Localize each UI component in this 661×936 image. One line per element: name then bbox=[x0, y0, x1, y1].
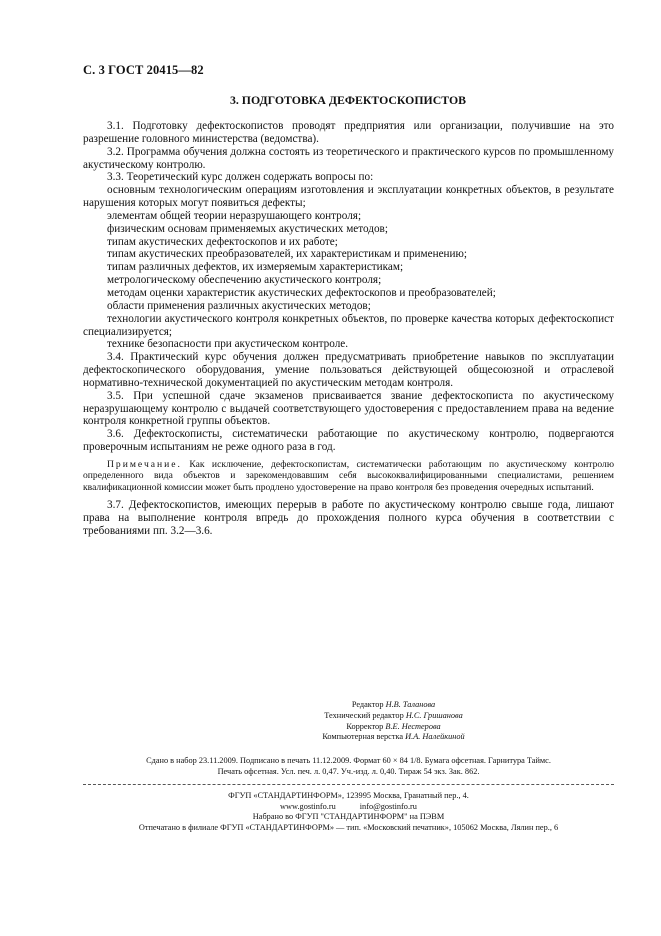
paragraph-3-1: 3.1. Подготовку дефектоскопистов проводят предприятия или организации, получившие на это разрешение головного министерства (ведомства). bbox=[83, 120, 614, 145]
document-body bbox=[83, 120, 614, 538]
list-item: метрологическому обеспечению акустического контроля; bbox=[107, 274, 382, 287]
printed-line: Отпечатано в филиале ФГУП «СТАНДАРТИНФОРМ» — тип. «Московский печатник», 105062 Москва, Лялин пер., 6 bbox=[138, 823, 559, 833]
paragraph-3-2: 3.2. Программа обучения должна состоять из теоретического и практического курсов по промышленному акустическому контролю. bbox=[83, 145, 614, 171]
tech-editor-label: Технический редактор bbox=[324, 710, 404, 720]
note bbox=[83, 459, 614, 494]
page-header: С. 3 ГОСТ 20415—82 bbox=[83, 63, 204, 77]
list-item: методам оценки характеристик акустических дефектоскопов и преобразователей; bbox=[107, 286, 496, 299]
note-label: Примечание. bbox=[107, 458, 182, 470]
editor-line bbox=[173, 700, 614, 711]
list-item: технике безопасности при акустическом контроле. bbox=[107, 338, 349, 351]
publisher-block bbox=[83, 791, 614, 834]
list-item: типам акустических дефектоскопов и их работе; bbox=[107, 235, 338, 248]
list-item: области применения различных акустических методов; bbox=[107, 299, 371, 312]
email-link[interactable]: info@gostinfo.ru bbox=[359, 801, 417, 811]
layout-line bbox=[173, 732, 614, 743]
list-item: типам акустических преобразователей, их характеристикам и применению; bbox=[107, 248, 467, 261]
paragraph-3-5: 3.5. При успешной сдаче экзаменов присваивается звание дефектоскописта по акустическому неразрушающему контролю с выдачей соответствующего удостоверения с предоставлением права на ведение контроля конкретной группы объектов. bbox=[83, 389, 614, 428]
typeset-line: Набрано во ФГУП "СТАНДАРТИНФОРМ" на ПЭВМ bbox=[252, 812, 445, 822]
editor-label: Редактор bbox=[351, 700, 384, 709]
print-line-1: Сдано в набор 23.11.2009. Подписано в печать 11.12.2009. Формат 60 × 84 1/8. Бумага офсетная. Гарнитура Таймс. bbox=[146, 756, 551, 766]
paragraph-3-6: 3.6. Дефектоскописты, систематически работающие по акустическому контролю, подвергаются проверочным испытаниям не реже одного раза в год. bbox=[83, 428, 614, 454]
paragraph-3-3: 3.3. Теоретический курс должен содержать вопросы по: bbox=[107, 171, 374, 184]
imprint bbox=[83, 700, 614, 834]
print-info bbox=[83, 756, 614, 778]
paragraph-3-7: 3.7. Дефектоскопистов, имеющих перерыв в работе по акустическому контролю свыше года, лишают права на выполнение контроля впредь до прохождения полного курса обучения в соответствии с требованиями пп. 3.2—3.6. bbox=[83, 499, 614, 538]
list-item: основным технологическим операциям изготовления и эксплуатации конкретных объектов, в результате нарушения которых могут появиться дефекты; bbox=[83, 184, 614, 210]
list-item: элементам общей теории неразрушающего контроля; bbox=[107, 209, 362, 222]
contact-line bbox=[83, 802, 614, 813]
tech-editor-line bbox=[173, 711, 614, 722]
website-link[interactable]: www.gostinfo.ru bbox=[280, 801, 336, 811]
section-title: 3. ПОДГОТОВКА ДЕФЕКТОСКОПИСТОВ bbox=[229, 93, 466, 107]
note-text: Как исключение, дефектоскопистам, систематически работающим по акустическому контролю определенного вида объектов и зарекомендовавшим себя высококвалифицированными специалистами, решением квалификационной комиссии может быть продлено удостоверение на право контроля без проведения очередных испытаний. bbox=[83, 458, 614, 493]
divider bbox=[83, 784, 614, 785]
paragraph-3-4: 3.4. Практический курс обучения должен предусматривать приобретение навыков по эксплуатации дефектоскопического оборудования, умение пользоваться действующей общесоюзной и отраслевой нормативно-технической документацией по акустическим методам контроля. bbox=[83, 351, 614, 389]
layout-name: И.А. Налейкиной bbox=[405, 732, 465, 742]
list-item: технологии акустического контроля конкретных объектов, по проверке качества которых дефектоскопист специализируется; bbox=[83, 312, 614, 338]
layout-label: Компьютерная верстка bbox=[322, 732, 404, 742]
corrector-line bbox=[173, 722, 614, 733]
credits bbox=[173, 700, 614, 743]
print-line-2: Печать офсетная. Усл. печ. л. 0,47. Уч.-изд. л. 0,40. Тираж 54 экз. Зак. 862. bbox=[217, 766, 480, 776]
editor-name: Н.В. Таланова bbox=[385, 700, 436, 709]
corrector-name: В.Е. Нестерова bbox=[385, 721, 441, 731]
list-item: физическим основам применяемых акустических методов; bbox=[107, 222, 388, 235]
tech-editor-name: Н.С. Гришанова bbox=[405, 710, 463, 720]
publisher-line: ФГУП «СТАНДАРТИНФОРМ», 123995 Москва, Гранатный пер., 4. bbox=[228, 790, 469, 800]
list-item: типам различных дефектов, их измеряемым характеристикам; bbox=[107, 261, 404, 274]
corrector-label: Корректор bbox=[346, 721, 384, 731]
